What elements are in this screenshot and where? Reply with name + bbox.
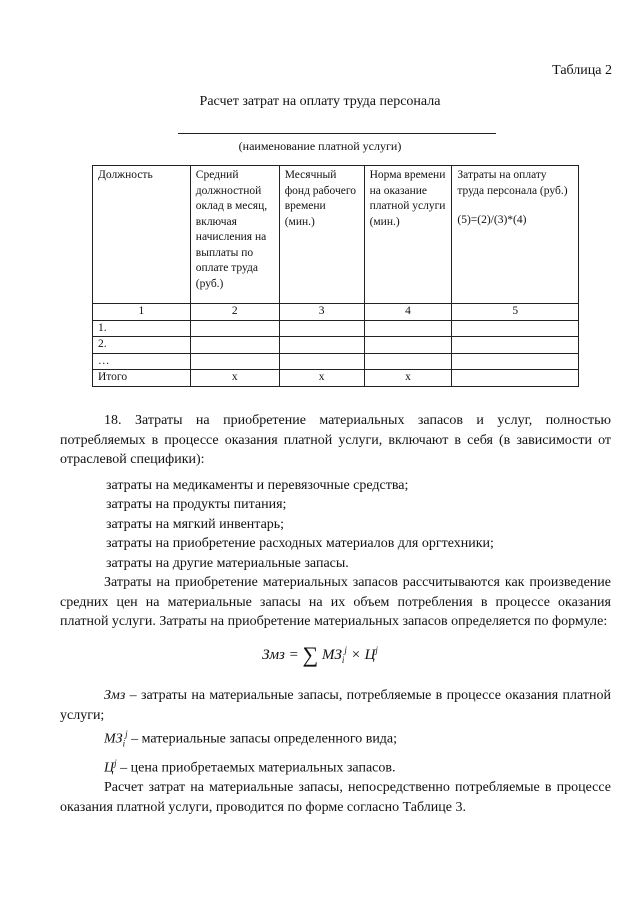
table-cell	[452, 320, 579, 337]
table-cell: …	[93, 353, 191, 370]
list-item: затраты на другие материальные запасы.	[106, 555, 349, 571]
table-cell	[279, 337, 364, 354]
variable-name: Змз	[104, 688, 126, 703]
variable-mz-definition: $МЗ_i^j$ – материальные запасы определенного вида;	[104, 729, 398, 749]
table-row	[93, 353, 579, 370]
body-text-block-1	[60, 411, 611, 632]
column-number: 5	[452, 304, 579, 321]
header-cell: Месячный фонд рабочего времени (мин.)	[279, 166, 364, 304]
table-number-label: Таблица 2	[552, 63, 612, 78]
total-cell: x	[190, 370, 279, 387]
formula-subscript: i	[341, 655, 345, 665]
page-title: Расчет затрат на оплату труда персонала	[199, 94, 441, 109]
body-text-block-2	[60, 686, 611, 817]
column-number: 1	[93, 304, 191, 321]
table-cell	[190, 353, 279, 370]
table-cell: 2.	[93, 337, 191, 354]
table-cell	[364, 320, 452, 337]
table-cell	[279, 353, 364, 370]
list-item: затраты на мягкий инвентарь;	[106, 516, 285, 532]
table-row	[93, 337, 579, 354]
total-cell: x	[364, 370, 452, 387]
header-cell: Норма времени на оказание платной услуги (мин.)	[364, 166, 452, 304]
formula-term-mz: МЗ	[321, 647, 342, 663]
column-number: 2	[190, 304, 279, 321]
paragraph-table3: Расчет затрат на материальные запасы, непосредственно потребляемые в процессе оказания платной услуги, проводится по форме согласно Таблице 3.	[60, 780, 611, 815]
service-name-line	[178, 133, 496, 134]
total-cell	[452, 370, 579, 387]
header-formula-note: (5)=(2)/(3)*(4)	[457, 214, 527, 226]
table-cell	[452, 337, 579, 354]
cost-list	[60, 476, 611, 574]
formula	[0, 642, 640, 668]
variable-name: Ц	[104, 760, 115, 776]
formula-lhs: Змз	[262, 647, 285, 663]
paragraph-18: 18. Затраты на приобретение материальных запасов и услуг, полностью потребляемых в процессе оказания платной услуги, включают в себя (в зависимости от отраслевой специфики):	[60, 413, 611, 467]
list-item: затраты на медикаменты и перевязочные средства;	[106, 477, 409, 493]
total-label: Итого	[93, 370, 191, 387]
list-item: затраты на продукты питания;	[106, 497, 287, 512]
header-cell: Должность	[93, 166, 191, 304]
labor-cost-table	[92, 165, 579, 387]
sum-icon: ∑	[302, 642, 319, 667]
header-cell: Средний должностной оклад в месяц, включая начисления на выплаты по оплате труда (руб.)	[190, 166, 279, 304]
formula-equals: =	[288, 647, 299, 663]
variable-c-definition: $Ц^j$ – цена приобретаемых материальных запасов.	[104, 757, 396, 776]
table-cell: 1.	[93, 320, 191, 337]
table-cell	[279, 320, 364, 337]
paragraph-method: Затраты на приобретение материальных запасов рассчитываются как произведение средних цен на материальные запасы на их объем потребления в процессе оказания платной услуги. Затраты на приобретение материальных запасов определяется по формуле:	[60, 575, 611, 629]
table-cell	[190, 337, 279, 354]
formula-times: ×	[350, 647, 361, 663]
variable-name: МЗ	[104, 731, 123, 747]
header-cell-text: Затраты на оплату труда персонала (руб.)	[457, 169, 568, 197]
formula-superscript: j	[344, 645, 347, 655]
column-number: 4	[364, 304, 452, 321]
formula-term-price: Ц	[364, 647, 376, 663]
service-name-caption: (наименование платной услуги)	[238, 139, 402, 153]
table-row	[93, 320, 579, 337]
table-cell	[364, 337, 452, 354]
column-number: 3	[279, 304, 364, 321]
header-cell	[452, 166, 579, 304]
column-number-row	[93, 304, 579, 321]
formula-superscript: j	[375, 645, 378, 655]
table-cell	[452, 353, 579, 370]
table-cell	[364, 353, 452, 370]
list-item: затраты на приобретение расходных материалов для оргтехники;	[106, 536, 494, 551]
table-cell	[190, 320, 279, 337]
total-row	[93, 370, 579, 387]
table-header-row	[93, 166, 579, 304]
total-cell: x	[279, 370, 364, 387]
variable-zmz-definition: Змз – затраты на материальные запасы, потребляемые в процессе оказания платной услуги;	[60, 688, 611, 723]
